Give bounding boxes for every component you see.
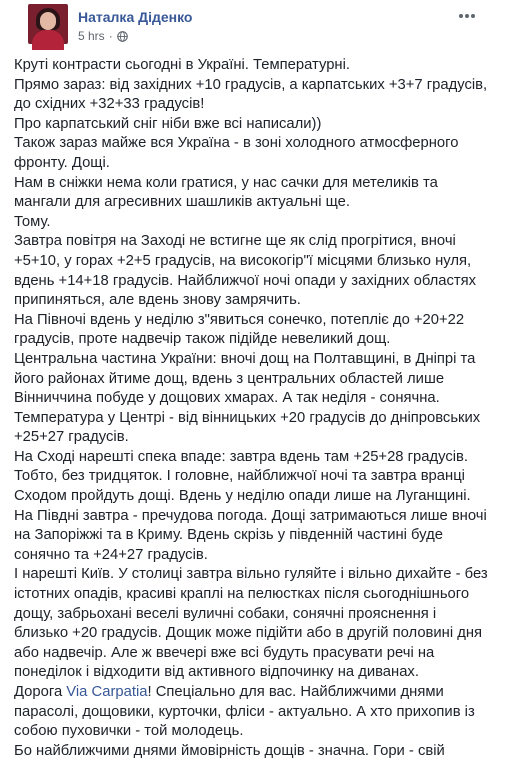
more-icon[interactable]	[457, 10, 477, 22]
post-body	[14, 56, 491, 761]
paragraph: Також зараз майже вся Україна - в зоні холодного атмосферного фронту. Дощі.	[14, 135, 459, 171]
via-carpatia-link[interactable]: Via Carpatia	[66, 684, 148, 700]
post-meta	[78, 29, 128, 43]
paragraph: На Півночі вдень у неділю з"явиться сонечко, потепліє до +20+22 градусів, проте надвечір також підійде невеликий дощ.	[14, 311, 465, 348]
meta-separator: ·	[108, 29, 113, 43]
avatar[interactable]	[28, 4, 68, 44]
paragraph: На Сході нарешті спека впаде: завтра вдень там +25+28 градусів. Тобто, без тридцяток. І головне, найближчої ночі та завтра вранці Сходом пройдуть дощі. Вдень у неділю опади лише на Луганщині.	[14, 448, 471, 505]
paragraph: І нарешті Київ. У столиці завтра вільно гуляйте і вільно дихайте - без істотних опадів, красиві краплі на пелюстках після сьогоднішнього дощу, забрьохані веселі вуличні собаки, сонячні прояснення і близько +20 градусів. Дощик може підійти або в другій половині дня або надвечір. Але ж ввечері вже всі будуть прасувати речі на понеділок і відходити від активного відпочинку на диванах.	[14, 566, 488, 681]
avatar-face	[40, 12, 56, 30]
post-time[interactable]: 5 hrs	[78, 29, 105, 43]
paragraph-truncated: Бо найближчими днями ймовірність дощів - значна. Гори - свій	[14, 742, 445, 759]
paragraph: Нам в сніжки нема коли гратися, у нас сачки для метеликів та мангали для агресивних шашликів актуальні ще.	[14, 174, 438, 211]
paragraph: Тому.	[14, 213, 51, 230]
paragraph: Про карпатський сніг ніби вже всі написали))	[14, 115, 322, 132]
avatar-shoulders	[32, 30, 64, 50]
paragraph: Прямо зараз: від західних +10 градусів, а карпатських +3+7 градусів, до східних +32+33 градусів!	[14, 76, 488, 113]
paragraph: Температура у Центрі - від вінницьких +20 градусів до дніпровських +25+27 градусів.	[14, 409, 481, 446]
post-header	[14, 0, 491, 56]
author-name[interactable]: Наталка Діденко	[78, 9, 193, 25]
paragraph: Центральна частина України: вночі дощ на Полтавщині, в Дніпрі та його районах йтиме дощ, вдень з центральних областей лише Вінниччина побуде у дощових хмарах. А так неділя - сонячна.	[14, 350, 476, 407]
carpatia-before: Дорога	[14, 684, 67, 700]
paragraph: Круті контрасти сьогодні в Україні. Температурні.	[14, 57, 350, 73]
paragraph: На Півдні завтра - пречудова погода. Дощі затримаються лише вночі на Запоріжжі та в Криму. Вдень скрізь у південній частині буде сонячно та +24+27 градусів.	[14, 507, 487, 563]
paragraph: Завтра повітря на Заході не встигне ще як слід прогрітися, вночі +5+10, у горах +2+5 градусів, на високогір"ї місцями близько нуля, вдень +14+18 градусів. Найближчої ночі опади у західних областях припиняться, але вдень знову замрячить.	[14, 233, 477, 309]
carpatia-after: ! Спеціально для вас. Найближчими днями парасолі, дощовики, курточки, фліси - актуально. А хто прихопив із собою пуховички - той молодець.	[14, 684, 475, 740]
paragraph-carpatia	[14, 683, 491, 742]
globe-icon[interactable]	[117, 31, 128, 42]
